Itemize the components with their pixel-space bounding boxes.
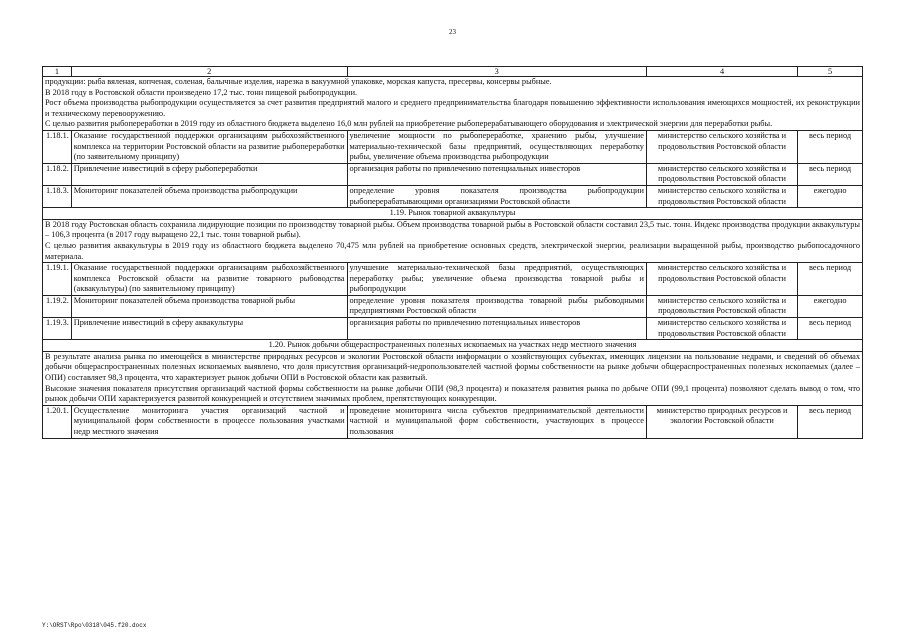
row-result: улучшение материально-технической базы предприятий, осуществляющих переработку рыбы; увеличение объема производства товарной рыбы и рыбопродукции [347,263,646,296]
row-result: проведение мониторинга числа субъектов предпринимательской деятельности частной и муниципальной форм собственности, участвующих в процессе пользования [347,405,646,438]
row-term: весь период [798,130,863,163]
row-action: Оказание государственной поддержки организациям рыбохозяйственного комплекса Ростовской области на развитие товарного рыбоводства (аквакультуры) (по заявительному принципу) [71,263,347,296]
row-number: 1.18.3. [43,185,72,207]
row-executor: министерство сельского хозяйства и продовольствия Ростовской области [646,163,797,185]
table-row [43,295,863,317]
section-title: 1.19. Рынок товарной аквакультуры [43,208,863,220]
row-result: определение уровня показателя производства товарной рыбы рыбоводными предприятиями Ростовской области [347,295,646,317]
row-term: ежегодно [798,185,863,207]
section-title: 1.20. Рынок добычи общераспространенных полезных ископаемых на участках недр местного значения [43,340,863,352]
section-text-cell [43,351,863,405]
row-number: 1.18.1. [43,130,72,163]
row-number: 1.19.2. [43,295,72,317]
file-path-footer: Y:\ORST\Rpo\0318\045.f20.docx [42,622,147,629]
row-action: Мониторинг показателей объема производства товарной рыбы [71,295,347,317]
intro-paragraph: продукции: рыба вяленая, копченая, соленая, балычные изделия, нарезка в вакуумной упаковке, морская капуста, пресервы, консервы рыбные. [45,77,552,86]
table-row [43,263,863,296]
column-number: 1 [43,67,72,77]
row-number: 1.19.1. [43,263,72,296]
row-term: весь период [798,318,863,340]
column-number: 2 [71,67,347,77]
table-row [43,163,863,185]
intro-paragraph: С целью развития рыбопереработки в 2019 году из областного бюджета выделено 16,0 млн рублей на приобретение рыбоперерабатывающего оборудования и электрической энергии для переработки рыбы. [45,119,773,129]
intro-paragraph: В 2018 году в Ростовской области произведено 17,2 тыс. тонн пищевой рыбопродукции. [45,87,358,97]
row-action: Привлечение инвестиций в сферу рыбопереработки [71,163,347,185]
section-paragraph: В результате анализа рынка по имеющейся в министерстве природных ресурсов и экологии Ростовской области информации о хозяйствующих субъектах, имеющих лицензии на пользование недрами, и сведений об объемах добычи общераспространенных полезных ископаемых выявлено, что доля присутствия организаций-недропользователей частной формы собственности на рынке добычи общераспространенных полезных ископаемых (далее – ОПИ) составляет 98,3 процента, что характеризует рынок добычи ОПИ в Ростовской области как развитый. [45,351,860,383]
row-number: 1.20.1. [43,405,72,438]
row-action: Оказание государственной поддержки организациям рыбохозяйственного комплекса на территории Ростовской области на развитие рыбопереработки (по заявительному принципу) [71,130,347,163]
table-row [43,318,863,340]
intro-paragraph: Рост объема производства рыбопродукции осуществляется за счет развития предприятий малого и среднего предпринимательства благодаря повышению эффективности использования имеющихся мощностей, их реконструкции и техническому перевооружению. [45,98,860,118]
column-number: 3 [347,67,646,77]
page-number: 23 [449,28,456,36]
row-term: весь период [798,263,863,296]
row-executor: министерство сельского хозяйства и продовольствия Ростовской области [646,295,797,317]
section-text-row [43,351,863,405]
row-result: организация работы по привлечению потенциальных инвесторов [347,318,646,340]
row-result: увеличение мощности по рыбопереработке, хранению рыбы, улучшение материально-технической базы предприятий, осуществляющих переработку рыбы, увеличение объема производства рыбопродукции [347,130,646,163]
measures-table [42,66,863,439]
section-text-cell [43,219,863,262]
intro-text-cell [43,77,863,131]
section-title-row [43,340,863,352]
table-row [43,185,863,207]
section-paragraph: В 2018 году Ростовская область сохранила лидирующие позиции по производству товарной рыбы. Объем производства товарной рыбы в Ростовской области составил 23,5 тыс. тонн. Индекс производства продукции аквакультуры – 106,3 процента (в 2017 году выращено 22,1 тыс. тонн товарной рыбы). [45,219,860,240]
row-executor: министерство природных ресурсов и экологии Ростовской области [646,405,797,438]
row-action: Мониторинг показателей объема производства рыбопродукции [71,185,347,207]
row-result: организация работы по привлечению потенциальных инвесторов [347,163,646,185]
intro-text-row [43,77,863,131]
column-number: 5 [798,67,863,77]
row-number: 1.19.3. [43,318,72,340]
row-executor: министерство сельского хозяйства и продовольствия Ростовской области [646,185,797,207]
table-row [43,405,863,438]
row-term: весь период [798,163,863,185]
row-term: ежегодно [798,295,863,317]
row-executor: министерство сельского хозяйства и продовольствия Ростовской области [646,263,797,296]
row-executor: министерство сельского хозяйства и продовольствия Ростовской области [646,130,797,163]
section-paragraph: Высокие значения показателя присутствия организаций частной формы собственности на рынке добычи ОПИ (98,3 процента) и показателя развития рынка по добыче ОПИ (99,1 процента) позволяют сделать вывод о том, что рынок добычи ОПИ характеризуется развитой конкуренцией и отсутствием значимых проблем, препятствующих конкуренции. [45,383,860,404]
row-number: 1.18.2. [43,163,72,185]
table-row [43,130,863,163]
row-action: Осуществление мониторинга участия организаций частной и муниципальной форм собственности в процессе пользования участками недр местного значения [71,405,347,438]
section-paragraph: С целью развития аквакультуры в 2019 году из областного бюджета выделено 70,475 млн рублей на приобретение основных средств, электрической энергии, реализации выращенной рыбы, производство рыбопосадочного материала. [45,240,860,261]
section-title-row [43,208,863,220]
row-action: Привлечение инвестиций в сферу аквакультуры [71,318,347,340]
row-term: весь период [798,405,863,438]
row-result: определение уровня показателя производства рыбопродукции рыбоперерабатывающими организациями Ростовской области [347,185,646,207]
column-number: 4 [646,67,797,77]
section-text-row [43,219,863,262]
column-number-row [43,67,863,77]
row-executor: министерство сельского хозяйства и продовольствия Ростовской области [646,318,797,340]
